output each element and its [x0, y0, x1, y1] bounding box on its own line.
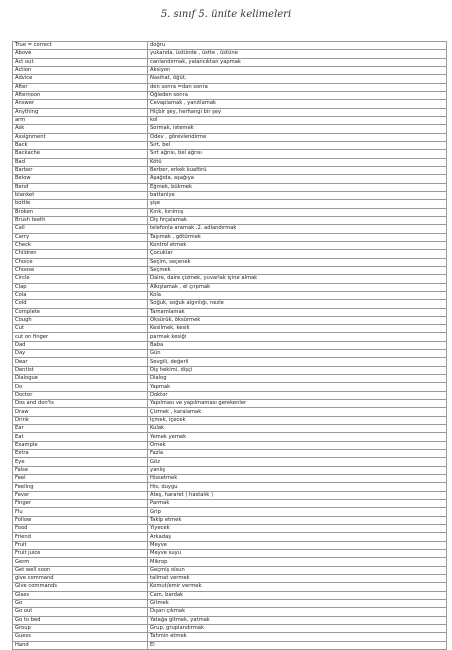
turkish-meaning-cell: Seçim, seçenek: [148, 258, 447, 266]
table-row: [13, 400, 447, 408]
english-word-cell: Follow: [13, 516, 148, 524]
turkish-meaning-cell: Kola: [148, 291, 447, 299]
english-word-cell: Choice: [13, 258, 148, 266]
english-word-cell: bottle: [13, 200, 148, 208]
english-word-cell: Go: [13, 599, 148, 607]
table-row: [13, 491, 447, 499]
english-word-cell: Do: [13, 383, 148, 391]
english-word-cell: Extra: [13, 450, 148, 458]
english-word-cell: True = correct: [13, 42, 148, 50]
turkish-meaning-cell: Gün: [148, 350, 447, 358]
table-row: [13, 300, 447, 308]
turkish-meaning-cell: Sevgili, değerli: [148, 358, 447, 366]
table-row: [13, 525, 447, 533]
english-word-cell: Food: [13, 525, 148, 533]
table-row: [13, 383, 447, 391]
table-row: [13, 516, 447, 524]
turkish-meaning-cell: Doktor: [148, 391, 447, 399]
turkish-meaning-cell: Öğleden sonra: [148, 91, 447, 99]
table-row: [13, 125, 447, 133]
table-row: [13, 624, 447, 632]
english-word-cell: Flu: [13, 508, 148, 516]
table-row: [13, 500, 447, 508]
turkish-meaning-cell: Yapmak: [148, 383, 447, 391]
turkish-meaning-cell: canlandırmak, yalancıktan yapmak: [148, 58, 447, 66]
page-title: 5. sınıf 5. ünite kelimeleri: [160, 9, 292, 20]
english-word-cell: Dos and don'ts: [13, 400, 148, 408]
turkish-meaning-cell: Soğuk, soğuk algınlığı, nezle: [148, 300, 447, 308]
english-word-cell: Germ: [13, 558, 148, 566]
english-word-cell: Check: [13, 241, 148, 249]
turkish-meaning-cell: Komut/emir vermek: [148, 583, 447, 591]
vocabulary-table: [12, 41, 447, 650]
turkish-meaning-cell: Takip etmek: [148, 516, 447, 524]
turkish-meaning-cell: Aşağıda, aşağıya: [148, 175, 447, 183]
turkish-meaning-cell: Sormak, istemek: [148, 125, 447, 133]
turkish-meaning-cell: Çocuklar: [148, 250, 447, 258]
table-row: [13, 150, 447, 158]
english-word-cell: give command: [13, 575, 148, 583]
table-row: [13, 608, 447, 616]
table-row: [13, 408, 447, 416]
english-word-cell: Example: [13, 441, 148, 449]
table-row: [13, 100, 447, 108]
turkish-meaning-cell: Grip: [148, 508, 447, 516]
table-row: [13, 225, 447, 233]
turkish-meaning-cell: Kesilmek, kesik: [148, 325, 447, 333]
turkish-meaning-cell: Cam, bardak: [148, 591, 447, 599]
table-row: [13, 66, 447, 74]
table-row: [13, 141, 447, 149]
turkish-meaning-cell: Kırık, kırılmış: [148, 208, 447, 216]
english-word-cell: Group: [13, 624, 148, 632]
turkish-meaning-cell: Tamamlamak: [148, 308, 447, 316]
english-word-cell: Feel: [13, 475, 148, 483]
turkish-meaning-cell: Fazla: [148, 450, 447, 458]
english-word-cell: Get well soon: [13, 566, 148, 574]
english-word-cell: Draw: [13, 408, 148, 416]
turkish-meaning-cell: Arkadaş: [148, 533, 447, 541]
table-row: [13, 50, 447, 58]
english-word-cell: Friend: [13, 533, 148, 541]
turkish-meaning-cell: Seçmek: [148, 266, 447, 274]
english-word-cell: Fruit juice: [13, 550, 148, 558]
table-row: [13, 416, 447, 424]
turkish-meaning-cell: telefonla aramak ,2. adlandırmak: [148, 225, 447, 233]
table-row: [13, 58, 447, 66]
table-row: [13, 425, 447, 433]
english-word-cell: Choose: [13, 266, 148, 274]
turkish-meaning-cell: Kulak: [148, 425, 447, 433]
turkish-meaning-cell: Yatağa gitmek, yatmak: [148, 616, 447, 624]
english-word-cell: Assignment: [13, 133, 148, 141]
turkish-meaning-cell: Mikrop: [148, 558, 447, 566]
turkish-meaning-cell: yukarıda, üstünde , üstte , üstüne: [148, 50, 447, 58]
table-row: [13, 575, 447, 583]
english-word-cell: Hand: [13, 641, 148, 649]
table-row: [13, 233, 447, 241]
english-word-cell: Day: [13, 350, 148, 358]
english-word-cell: Eat: [13, 433, 148, 441]
table-row: [13, 133, 447, 141]
turkish-meaning-cell: Yemek yemek: [148, 433, 447, 441]
english-word-cell: Go to bed: [13, 616, 148, 624]
turkish-meaning-cell: Meyve: [148, 541, 447, 549]
turkish-meaning-cell: Diş fırçalamak: [148, 216, 447, 224]
table-row: [13, 458, 447, 466]
table-row: [13, 175, 447, 183]
turkish-meaning-cell: Sırt, bel: [148, 141, 447, 149]
table-row: [13, 566, 447, 574]
turkish-meaning-cell: parmak kesiği: [148, 333, 447, 341]
table-row: [13, 250, 447, 258]
turkish-meaning-cell: Daire, daire çizmek, yuvarlak içine almak: [148, 275, 447, 283]
table-row: [13, 641, 447, 649]
table-row: [13, 191, 447, 199]
turkish-meaning-cell: Aksiyon: [148, 66, 447, 74]
table-row: [13, 91, 447, 99]
turkish-meaning-cell: kol: [148, 116, 447, 124]
turkish-meaning-cell: Ödev , görevlendirme: [148, 133, 447, 141]
english-word-cell: Doctor: [13, 391, 148, 399]
turkish-meaning-cell: Örnek: [148, 441, 447, 449]
english-word-cell: Guess: [13, 633, 148, 641]
table-row: [13, 616, 447, 624]
turkish-meaning-cell: Hiçbir şey, herhangi bir şey: [148, 108, 447, 116]
english-word-cell: Barber: [13, 166, 148, 174]
turkish-meaning-cell: doğru: [148, 42, 447, 50]
table-row: [13, 466, 447, 474]
english-word-cell: Give commands: [13, 583, 148, 591]
turkish-meaning-cell: Tahmin etmek: [148, 633, 447, 641]
english-word-cell: Call: [13, 225, 148, 233]
english-word-cell: Broken: [13, 208, 148, 216]
table-row: [13, 508, 447, 516]
english-word-cell: Clap: [13, 283, 148, 291]
english-word-cell: Bad: [13, 158, 148, 166]
english-word-cell: Circle: [13, 275, 148, 283]
english-word-cell: Carry: [13, 233, 148, 241]
english-word-cell: Brush teeth: [13, 216, 148, 224]
english-word-cell: Answer: [13, 100, 148, 108]
english-word-cell: Cold: [13, 300, 148, 308]
english-word-cell: Finger: [13, 500, 148, 508]
english-word-cell: Ear: [13, 425, 148, 433]
english-word-cell: After: [13, 83, 148, 91]
turkish-meaning-cell: Meyve suyu: [148, 550, 447, 558]
english-word-cell: Action: [13, 66, 148, 74]
turkish-meaning-cell: talimat vermek: [148, 575, 447, 583]
table-row: [13, 441, 447, 449]
vocabulary-table-body: [13, 42, 447, 650]
table-row: [13, 83, 447, 91]
table-row: [13, 541, 447, 549]
english-word-cell: Act out: [13, 58, 148, 66]
turkish-meaning-cell: Taşımak , götürmek: [148, 233, 447, 241]
table-row: [13, 108, 447, 116]
table-row: [13, 583, 447, 591]
english-word-cell: arm: [13, 116, 148, 124]
turkish-meaning-cell: Dışarı çıkmak: [148, 608, 447, 616]
english-word-cell: False: [13, 466, 148, 474]
table-row: [13, 358, 447, 366]
table-row: [13, 183, 447, 191]
table-row: [13, 325, 447, 333]
english-word-cell: Afternoon: [13, 91, 148, 99]
table-row: [13, 116, 447, 124]
turkish-meaning-cell: Öksürük, öksürmek: [148, 316, 447, 324]
english-word-cell: Glass: [13, 591, 148, 599]
table-row: [13, 599, 447, 607]
english-word-cell: Backache: [13, 150, 148, 158]
table-row: [13, 558, 447, 566]
turkish-meaning-cell: Grup, gruplandırmak: [148, 624, 447, 632]
english-word-cell: Feeling: [13, 483, 148, 491]
turkish-meaning-cell: den sonra =dan sonra: [148, 83, 447, 91]
table-row: [13, 258, 447, 266]
english-word-cell: blanket: [13, 191, 148, 199]
turkish-meaning-cell: Ateş, hararet ( hastalık ): [148, 491, 447, 499]
table-row: [13, 450, 447, 458]
table-row: [13, 200, 447, 208]
english-word-cell: Dialogue: [13, 375, 148, 383]
english-word-cell: Fever: [13, 491, 148, 499]
table-row: [13, 266, 447, 274]
english-word-cell: Eye: [13, 458, 148, 466]
turkish-meaning-cell: Geçmiş olsun: [148, 566, 447, 574]
english-word-cell: Below: [13, 175, 148, 183]
table-row: [13, 316, 447, 324]
english-word-cell: Bend: [13, 183, 148, 191]
english-word-cell: Fruit: [13, 541, 148, 549]
turkish-meaning-cell: Eğmek, bükmek: [148, 183, 447, 191]
table-row: [13, 308, 447, 316]
turkish-meaning-cell: Berber, erkek kuaförü: [148, 166, 447, 174]
turkish-meaning-cell: Diş hekimi, dişçi: [148, 366, 447, 374]
turkish-meaning-cell: yanlış: [148, 466, 447, 474]
turkish-meaning-cell: Hissetmek: [148, 475, 447, 483]
english-word-cell: Dear: [13, 358, 148, 366]
table-row: [13, 366, 447, 374]
english-word-cell: Dentist: [13, 366, 148, 374]
turkish-meaning-cell: El: [148, 641, 447, 649]
turkish-meaning-cell: Yapılması ve yapılmaması gerekenler: [148, 400, 447, 408]
turkish-meaning-cell: Gitmek: [148, 599, 447, 607]
turkish-meaning-cell: Çizmek , karalamak: [148, 408, 447, 416]
table-row: [13, 208, 447, 216]
turkish-meaning-cell: battaniye: [148, 191, 447, 199]
turkish-meaning-cell: Baba: [148, 341, 447, 349]
english-word-cell: Dad: [13, 341, 148, 349]
table-row: [13, 333, 447, 341]
table-row: [13, 533, 447, 541]
english-word-cell: Cough: [13, 316, 148, 324]
table-row: [13, 158, 447, 166]
table-row: [13, 391, 447, 399]
turkish-meaning-cell: Alkışlamak , el çırpmak: [148, 283, 447, 291]
table-row: [13, 75, 447, 83]
turkish-meaning-cell: Sırt ağrısı, bel ağrısı: [148, 150, 447, 158]
turkish-meaning-cell: His, duygu: [148, 483, 447, 491]
table-row: [13, 375, 447, 383]
table-row: [13, 591, 447, 599]
turkish-meaning-cell: Göz: [148, 458, 447, 466]
turkish-meaning-cell: Dialog: [148, 375, 447, 383]
english-word-cell: Cut: [13, 325, 148, 333]
table-row: [13, 475, 447, 483]
table-row: [13, 166, 447, 174]
table-row: [13, 341, 447, 349]
english-word-cell: Children: [13, 250, 148, 258]
turkish-meaning-cell: Parmak: [148, 500, 447, 508]
english-word-cell: Ask: [13, 125, 148, 133]
turkish-meaning-cell: Yiyecek: [148, 525, 447, 533]
table-row: [13, 483, 447, 491]
english-word-cell: Cola: [13, 291, 148, 299]
turkish-meaning-cell: İçmek, içecek: [148, 416, 447, 424]
table-row: [13, 433, 447, 441]
table-row: [13, 283, 447, 291]
english-word-cell: Drink: [13, 416, 148, 424]
table-row: [13, 216, 447, 224]
english-word-cell: Anything: [13, 108, 148, 116]
table-row: [13, 241, 447, 249]
english-word-cell: Above: [13, 50, 148, 58]
table-row: [13, 550, 447, 558]
english-word-cell: cut on finger: [13, 333, 148, 341]
english-word-cell: Complete: [13, 308, 148, 316]
english-word-cell: Go out: [13, 608, 148, 616]
table-row: [13, 275, 447, 283]
english-word-cell: Advice: [13, 75, 148, 83]
turkish-meaning-cell: Kontrol etmek: [148, 241, 447, 249]
turkish-meaning-cell: Kötü: [148, 158, 447, 166]
table-row: [13, 291, 447, 299]
table-row: [13, 350, 447, 358]
english-word-cell: Back: [13, 141, 148, 149]
turkish-meaning-cell: şişe: [148, 200, 447, 208]
table-row: [13, 42, 447, 50]
turkish-meaning-cell: Nasihat, öğüt,: [148, 75, 447, 83]
turkish-meaning-cell: Cevaplamak , yanıtlamak: [148, 100, 447, 108]
